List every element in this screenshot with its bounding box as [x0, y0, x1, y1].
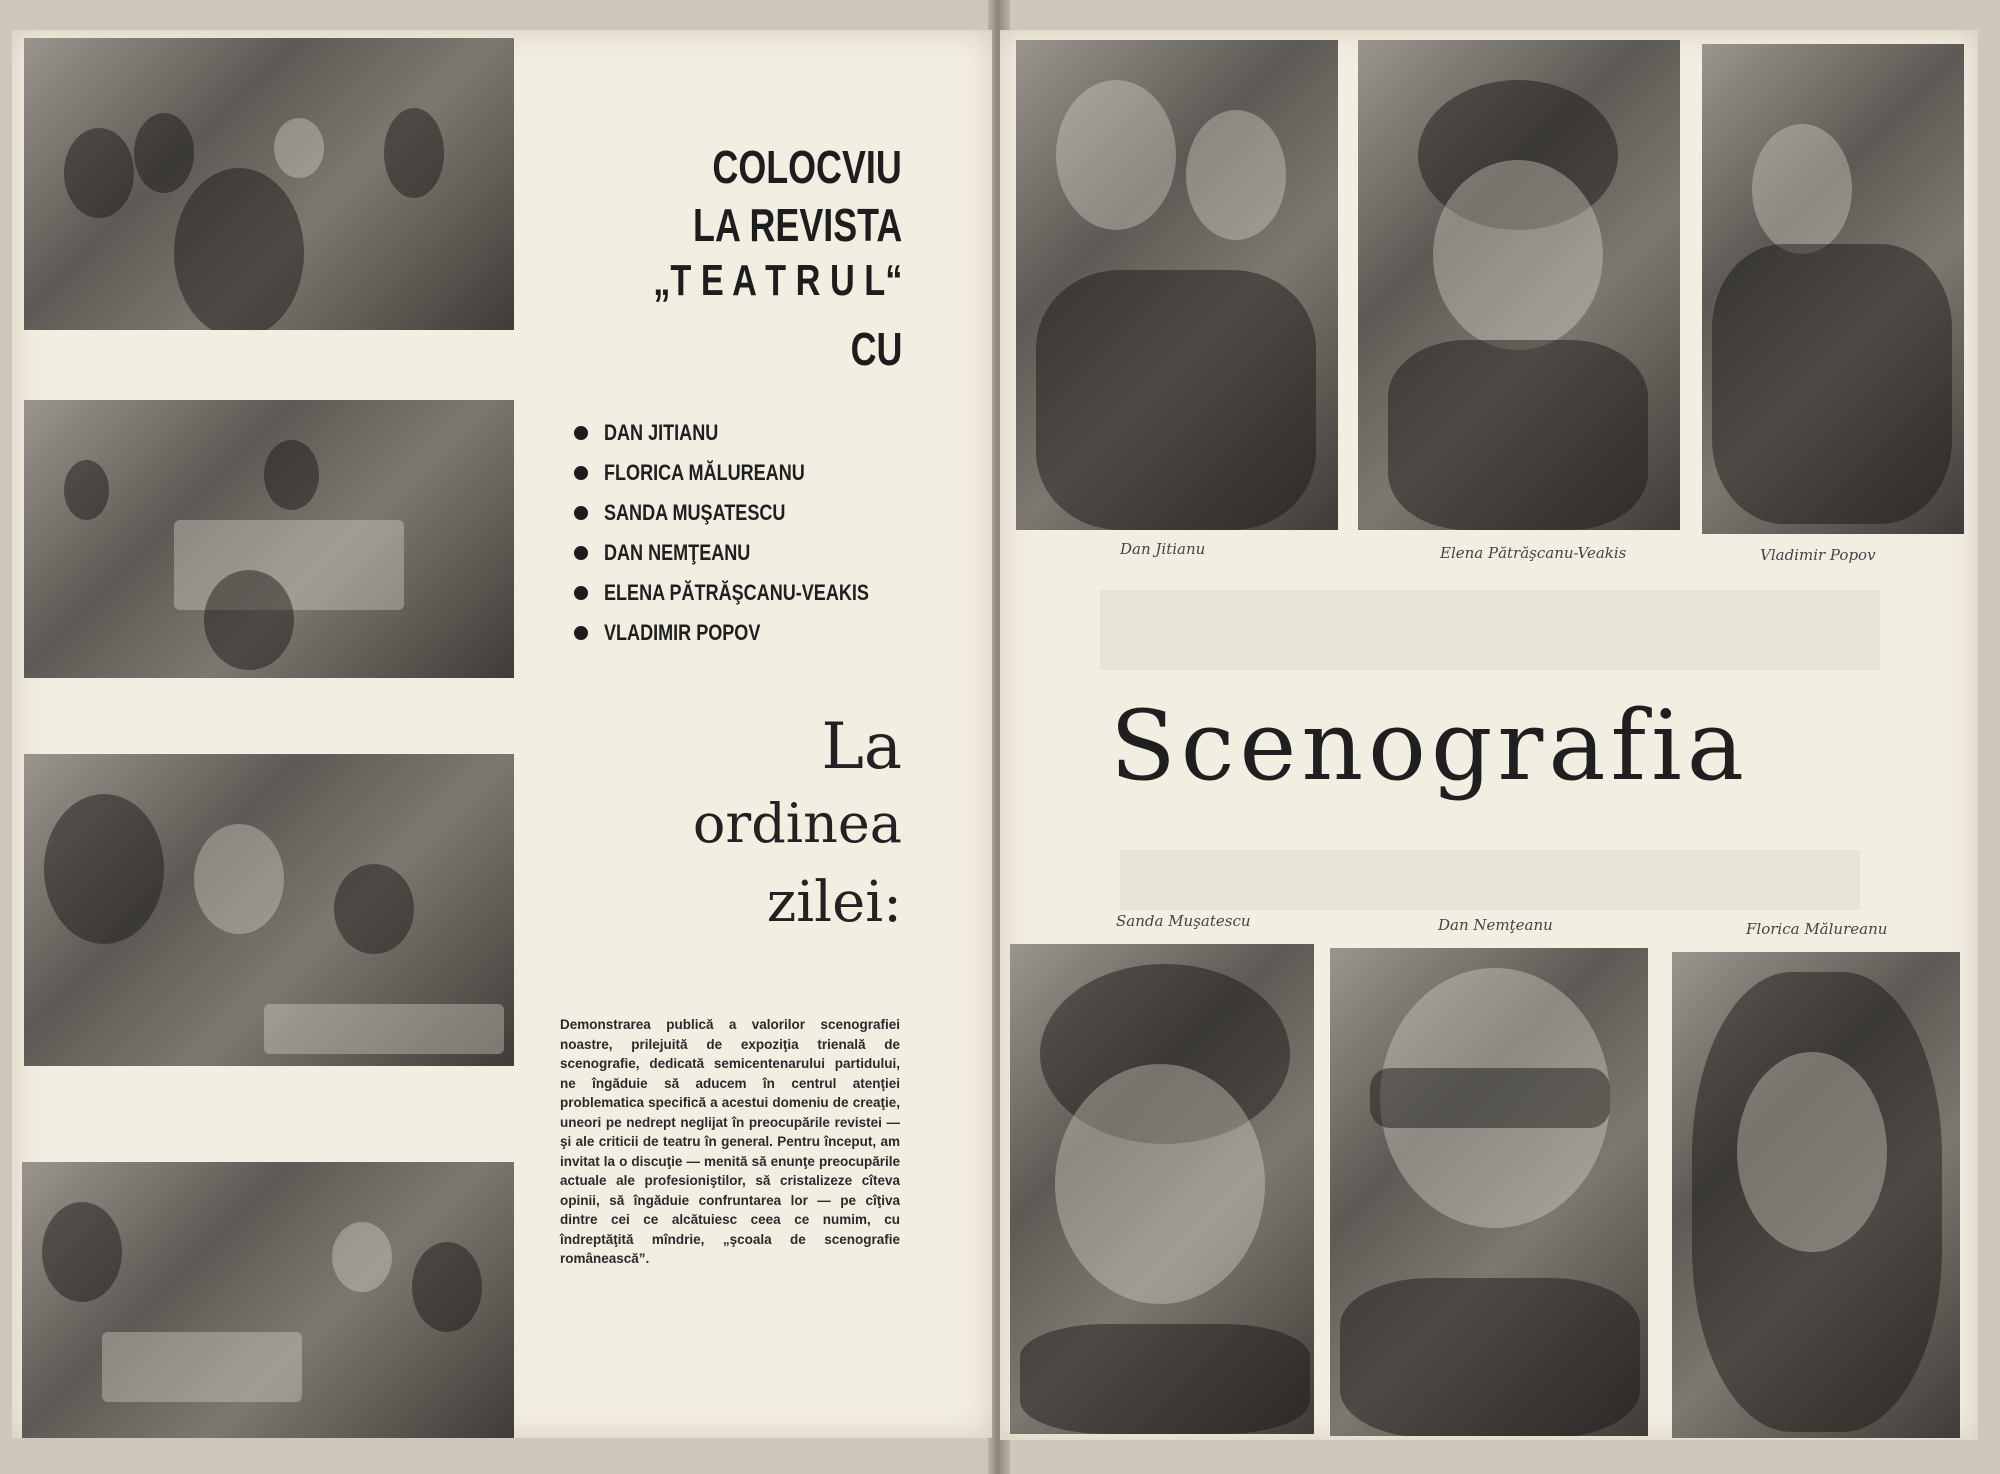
- portrait-dan-jitianu: [1016, 40, 1338, 530]
- portrait-dan-nemteanu: [1330, 948, 1648, 1436]
- bullet-icon: [574, 586, 588, 600]
- page-title: Scenografia: [1110, 690, 1750, 802]
- show-through-text: [1100, 590, 1880, 670]
- caption-top-1: Dan Jitianu: [1120, 540, 1206, 558]
- caption-bottom-1: Sanda Muşatescu: [1116, 912, 1251, 930]
- caption-bottom-2: Dan Nemţeanu: [1438, 916, 1553, 934]
- list-item: VLADIMIR POPOV: [574, 612, 927, 652]
- group-photo-4: [22, 1162, 514, 1438]
- right-page: [1000, 30, 1978, 1440]
- heading-line-3: „T E A T R U L“: [652, 256, 902, 305]
- bullet-icon: [574, 546, 588, 560]
- bullet-icon: [574, 506, 588, 520]
- list-item: DAN NEMŢEANU: [574, 532, 927, 572]
- group-photo-3: [24, 754, 514, 1066]
- agenda-line-1: La: [821, 710, 902, 784]
- list-item: SANDA MUŞATESCU: [574, 492, 927, 532]
- participant-list: [574, 412, 927, 652]
- group-photo-2: [24, 400, 514, 678]
- colloquium-heading: [572, 140, 902, 400]
- heading-line-1: COLOCVIU: [712, 141, 902, 193]
- portrait-vladimir-popov: [1702, 44, 1964, 534]
- heading-line-2: LA REVISTA: [692, 199, 902, 251]
- list-item: ELENA PĂTRĂŞCANU-VEAKIS: [574, 572, 927, 612]
- bullet-icon: [574, 426, 588, 440]
- group-photo-1: [24, 38, 514, 330]
- portrait-elena-patrascanu-veakis: [1358, 40, 1680, 530]
- agenda-line-3: zilei:: [766, 870, 902, 935]
- caption-top-2: Elena Pătrăşcanu-Veakis: [1440, 544, 1627, 562]
- bullet-icon: [574, 626, 588, 640]
- left-page: [12, 30, 992, 1438]
- heading-line-4: CU: [850, 323, 902, 375]
- show-through-text: [1120, 850, 1860, 910]
- list-item: FLORICA MĂLUREANU: [574, 452, 927, 492]
- portrait-sanda-musatescu: [1010, 944, 1314, 1434]
- list-item: DAN JITIANU: [574, 412, 927, 452]
- agenda-heading: [572, 710, 902, 970]
- caption-bottom-3: Florica Mălureanu: [1746, 920, 1888, 938]
- caption-top-3: Vladimir Popov: [1760, 546, 1876, 564]
- intro-paragraph: Demonstrarea publică a valorilor scenografiei noastre, prilejuită de expoziţia trienală de scenografie, dedicată semicentenarului partidului, ne îngăduie să aducem în centrul atenţiei problematica specifică a acestui domeniu de creaţie, uneori pe nedrept neglijat în preocupările revistei — şi ale criticii de teatru în general. Pentru început, am invitat la o discuţie — menită să enunţe preocupările actuale ale profesioniştilor, să cristalizeze cîteva opinii, să îngăduie confruntarea lor — pe cîţiva dintre cei ce alcătuiesc ceea ce numim, cu îndreptăţită mîndrie, „şcoala de scenografie românească”.: [560, 1017, 900, 1266]
- bullet-icon: [574, 466, 588, 480]
- portrait-florica-malureanu: [1672, 952, 1960, 1438]
- agenda-line-2: ordinea: [692, 792, 902, 855]
